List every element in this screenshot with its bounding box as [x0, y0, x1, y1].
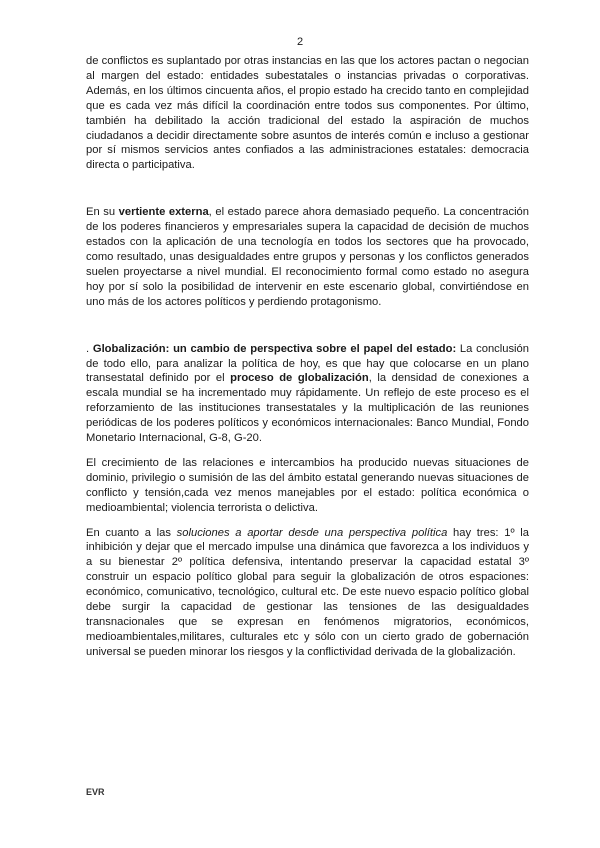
document-body — [86, 54, 529, 660]
text-run: hay tres: 1º la inhibición y dejar que el mercado impulse una dinámica que favorezca a los individuos y a su bienestar 2º política defensiva, intentando preservar la capacidad estatal 3º construir un espacio político global para seguir la globalización de otros espaciones: económico, comunicativo, tecnológico, cultural etc. De este nuevo espacio político global debe surgir la capacidad de gestionar las tensiones de las desigualdades transnacionales que se expresan en fenómenos migratorios, económicos, medioambientales,militares, culturales etc y sólo con un cierto grado de gobernación universal se pueden minorar los riesgos y la conflictividad derivada de la globalización. — [86, 526, 529, 658]
paragraph-new-conflicts: El crecimiento de las relaciones e intercambios ha producido nuevas situaciones de dominio, privilegio o sumisión de las del ámbito estatal generando nuevas situaciones de conflicto y tensión,cada vez menos manejables por el estado: política económica o medioambiental; violencia terrorista o delictiva. — [86, 456, 529, 514]
section-heading-globalization: Globalización: un cambio de perspectiva sobre el papel del estado: — [92, 342, 457, 355]
text-run: En cuanto a las — [86, 526, 177, 539]
bold-term-proceso-globalizacion: proceso de globalización — [230, 372, 369, 385]
text-run: . — [86, 342, 93, 355]
paragraph-external-aspect — [86, 205, 529, 309]
bold-term-vertiente-externa: vertiente externa — [118, 206, 209, 219]
paragraph-state-fragmentation: de conflictos es suplantado por otras instancias en las que los actores pactan o negocian al margen del estado: entidades subestatales o instancias privadas o corporativas. Además, en los últimos cincuenta años, el propio estado ha crecido tanto en complejidad que es cada vez más difícil la coordinación entre todos sus componentes. Por último, también ha debilitado la acción tradicional del estado la aspiración de muchos ciudadanos a decidir directamente sobre asuntos de interés común e incluso a gestionar por sí mismos servicios antes confiados a las administraciones estatales: democracia directa o participativa. — [86, 55, 529, 172]
text-run: En su — [86, 206, 119, 219]
text-run: , el estado parece ahora demasiado pequeño. La concentración de los poderes financieros y empresariales supera la capacidad de decisión de muchos estados con la aplicación de una tecnología en todos los sectores que ha provocado, como resultado, unas desigualdades entre grupos y personas y los conflictos generados suelen proyectarse a nivel mundial. El reconocimiento formal como estado no asegura hoy por sí solo la posibilidad de intervenir en este escenario global, convirtiéndose en uno más de los actores políticos y perdiendo protagonismo. — [86, 206, 529, 308]
text-run: La conclusión de todo ello, para analizar la política de hoy, es que hay que colocarse en un plano transestatal definido por el — [86, 342, 529, 385]
footer-initials: EVR — [86, 787, 105, 797]
paragraph-political-solutions — [86, 526, 529, 660]
text-run: , la densidad de conexiones a escala mundial se ha incrementado muy rápidamente. Un reflejo de este proceso es el reforzamiento de las instituciones transestatales y la multiplicación de las reuniones periódicas de los poderes políticos y económicos internacionales: Banco Mundial, Fondo Monetario Internacional, G-8, G-20. — [86, 372, 529, 445]
page-number: 2 — [296, 36, 304, 48]
paragraph-globalization — [86, 342, 529, 446]
italic-term-soluciones: soluciones a aportar desde una perspectiva política — [176, 526, 448, 539]
